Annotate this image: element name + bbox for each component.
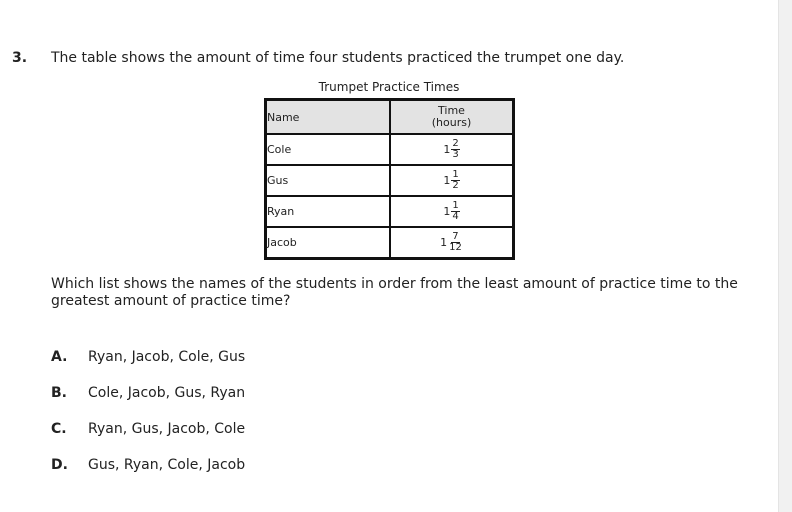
denominator: 4	[452, 211, 459, 222]
name-column-header: Name	[266, 100, 391, 135]
table-row	[266, 227, 514, 259]
numerator: 7	[452, 231, 459, 242]
denominator: 2	[452, 180, 459, 191]
practice-time	[390, 196, 514, 227]
mixed-number	[443, 201, 459, 222]
practice-time	[390, 165, 514, 196]
whole-part: 1	[443, 205, 451, 218]
choice-letter: A.	[51, 349, 68, 365]
fraction	[451, 170, 459, 191]
numerator: 1	[452, 169, 459, 180]
choice-text: Gus, Ryan, Cole, Jacob	[88, 457, 246, 473]
answer-choice-a[interactable]	[51, 349, 245, 365]
answer-choice-d[interactable]	[51, 457, 245, 473]
student-name: Cole	[266, 134, 391, 165]
whole-part: 1	[443, 174, 451, 187]
fraction	[448, 232, 463, 253]
practice-time	[390, 134, 514, 165]
table-row	[266, 134, 514, 165]
choice-letter: B.	[51, 385, 67, 401]
mixed-number	[440, 232, 463, 253]
table-row	[266, 165, 514, 196]
question-followup: Which list shows the names of the students in order from the least amount of practice time to the greatest amount of practice time?	[51, 276, 738, 309]
time-column-header	[390, 100, 514, 135]
question-number: 3.	[12, 50, 28, 66]
table-header-row	[266, 100, 514, 135]
whole-part: 1	[443, 143, 451, 156]
answer-choice-b[interactable]	[51, 385, 245, 401]
mixed-number	[443, 139, 459, 160]
choice-text: Ryan, Jacob, Cole, Gus	[88, 349, 246, 365]
numerator: 2	[452, 138, 459, 149]
time-header-label: Time	[438, 104, 465, 117]
student-name: Jacob	[266, 227, 391, 259]
student-name: Gus	[266, 165, 391, 196]
fraction	[451, 139, 459, 160]
choice-text: Ryan, Gus, Jacob, Cole	[88, 421, 246, 437]
vertical-scrollbar[interactable]	[778, 0, 792, 512]
denominator: 3	[452, 149, 459, 160]
choice-letter: D.	[51, 457, 68, 473]
fraction	[451, 201, 459, 222]
student-name: Ryan	[266, 196, 391, 227]
choice-text: Cole, Jacob, Gus, Ryan	[88, 385, 246, 401]
practice-time	[390, 227, 514, 259]
whole-part: 1	[440, 236, 448, 249]
mixed-number	[443, 170, 459, 191]
time-header-unit: (hours)	[431, 116, 472, 129]
table-caption: Trumpet Practice Times	[318, 80, 460, 94]
question-prompt: The table shows the amount of time four students practiced the trumpet one day.	[51, 50, 625, 66]
denominator: 12	[449, 242, 462, 253]
table-row	[266, 196, 514, 227]
answer-choice-c[interactable]	[51, 421, 245, 437]
practice-times-table	[264, 98, 515, 260]
choice-letter: C.	[51, 421, 67, 437]
numerator: 1	[452, 200, 459, 211]
